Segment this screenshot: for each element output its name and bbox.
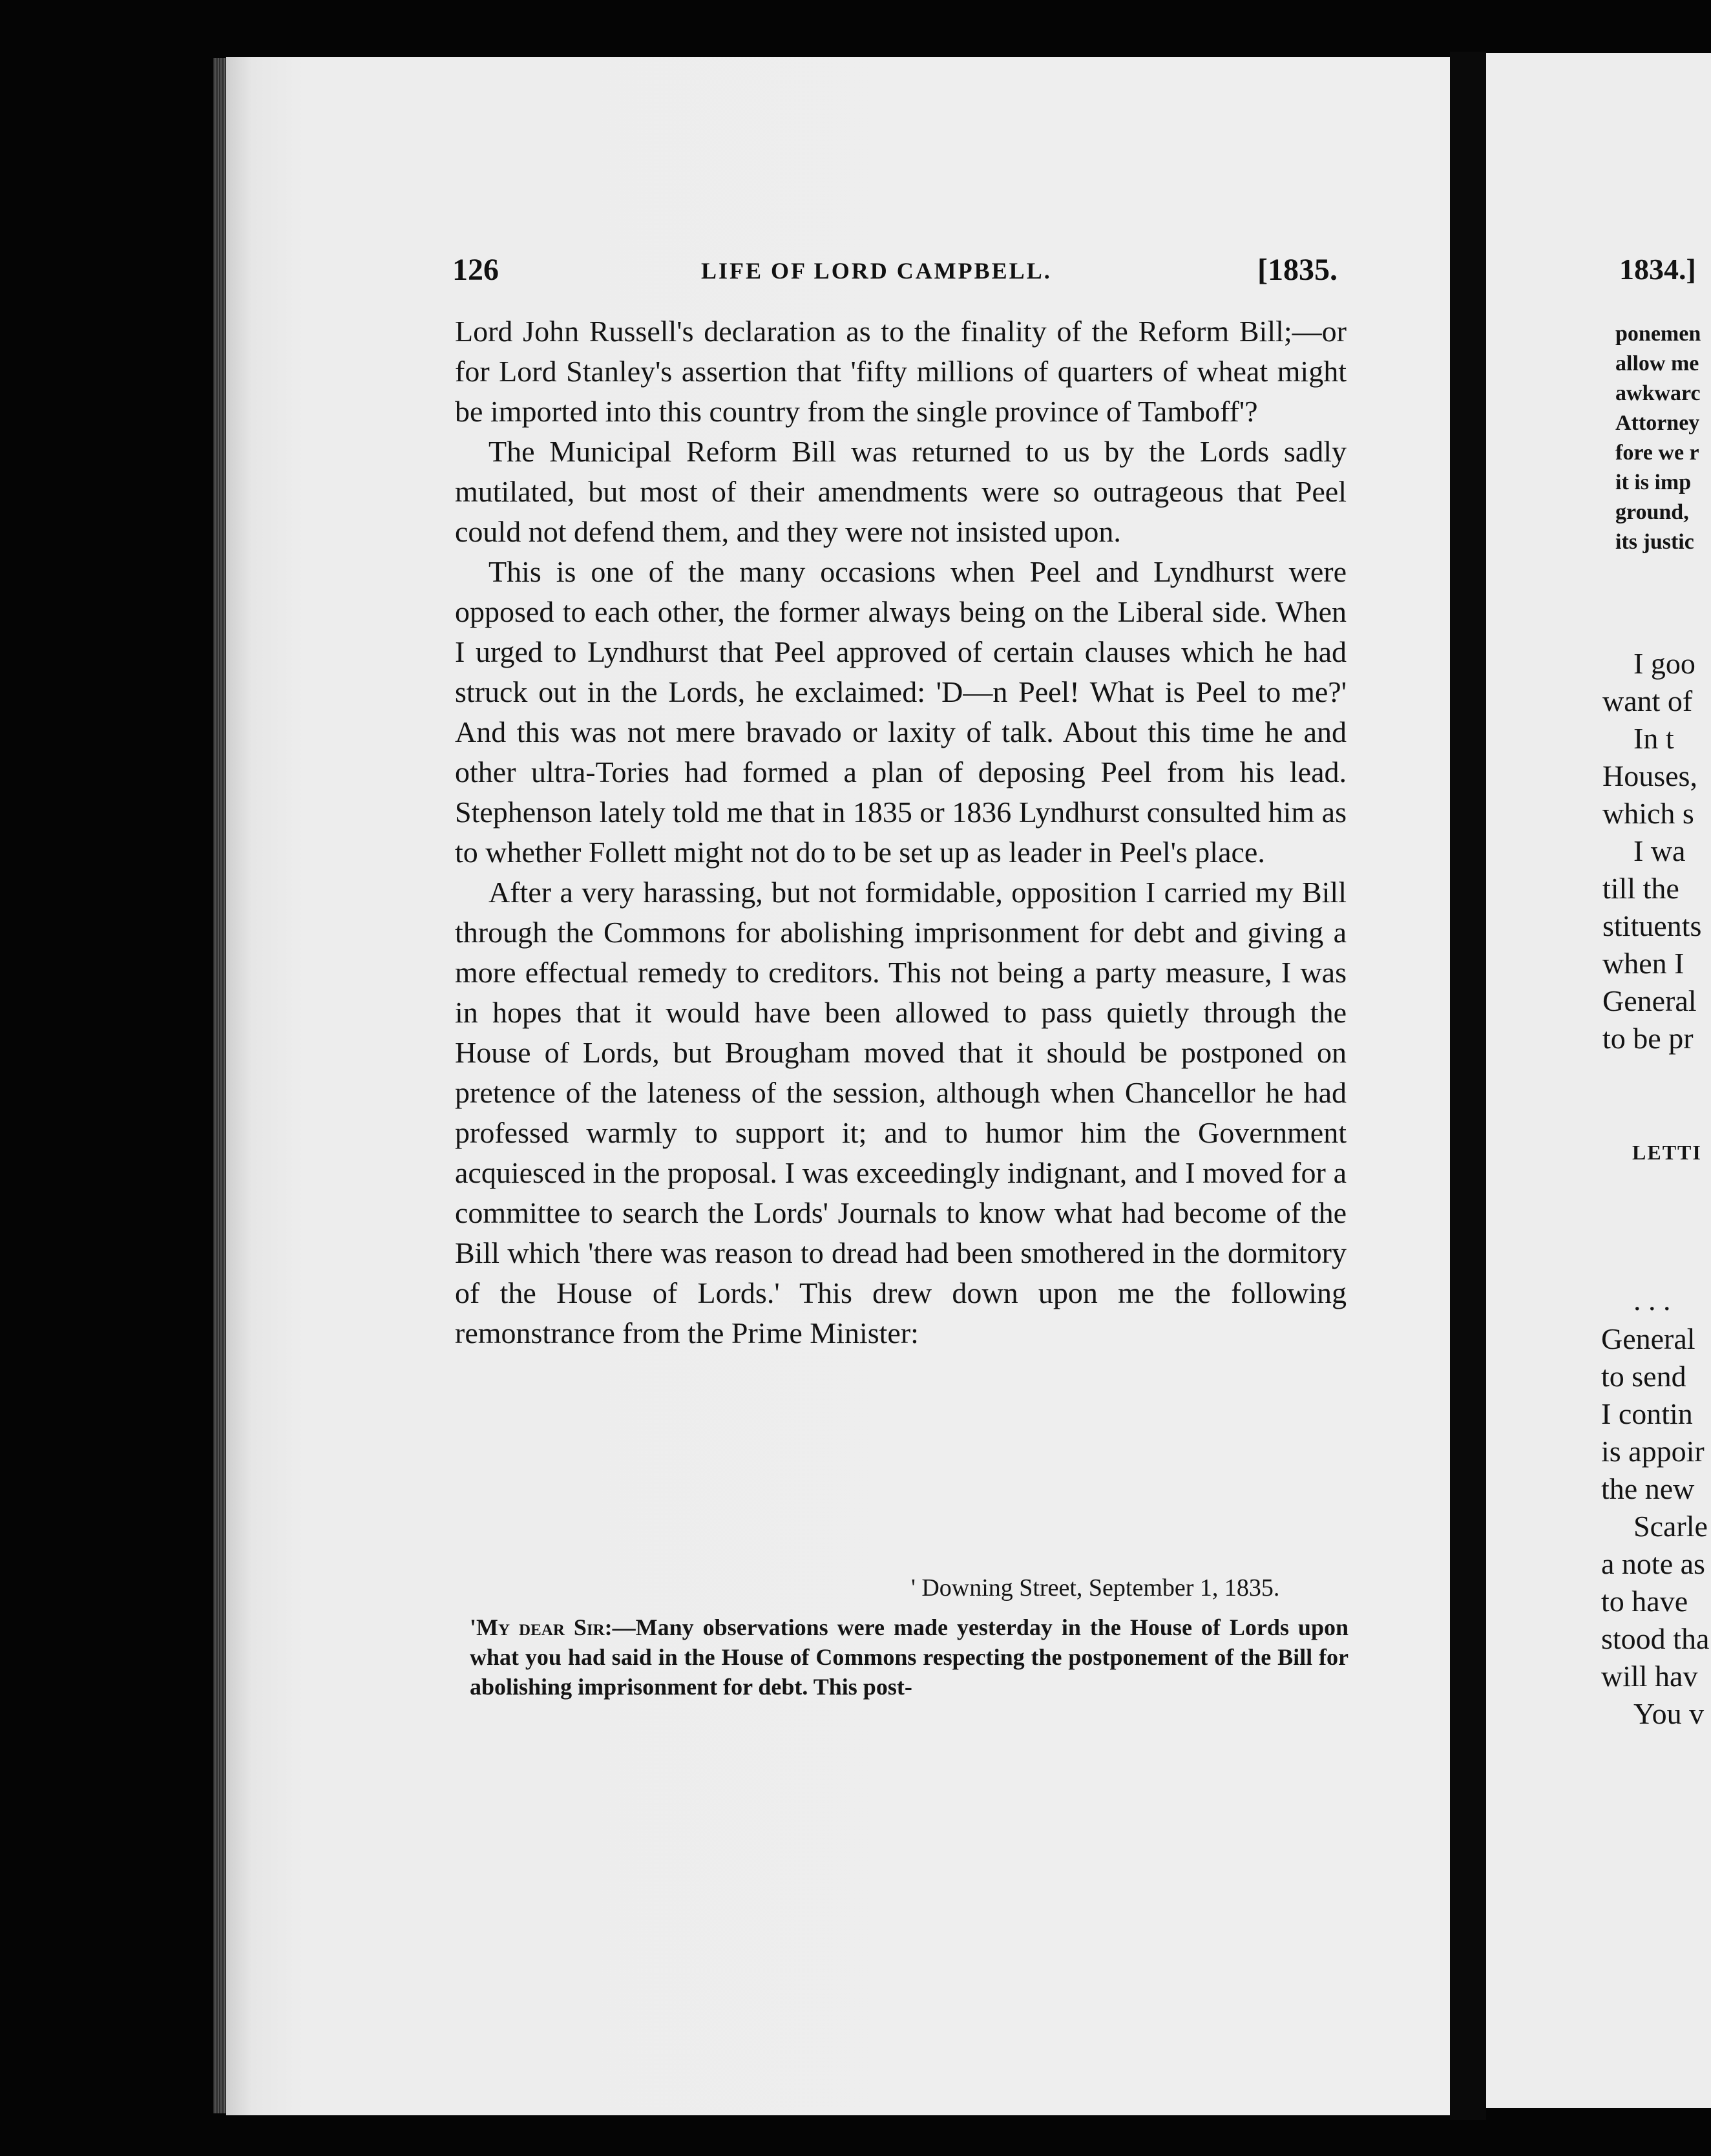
paragraph: The Municipal Reform Bill was returned to us by the Lords sadly mutilated, but most of their amendments were so outrageous that Peel could not defend them, and they were not insisted upon.: [455, 435, 1347, 548]
right-line: Attorney: [1615, 411, 1700, 435]
paragraph: This is one of the many occasions when Peel and Lyndhurst were opposed to each other, the former always being on the Liberal side. When I urged to Lyndhurst that Peel approved of certain clauses which he had struck out in the Lords, he exclaimed: 'D—n Peel! What is Peel to me?' And this was not mere bravado or laxity of talk. About this time he and other ultra-Tories had formed a plan of deposing Peel from his lead. Stephenson lately told me that in 1835 or 1836 Lyndhurst consulted him as to whether Follett might not do to be set up as leader in Peel's place.: [455, 555, 1347, 869]
right-line: Scarle: [1633, 1510, 1708, 1543]
right-line: stood tha: [1601, 1622, 1710, 1655]
paragraph: After a very harassing, but not formidable, opposition I carried my Bill through the Commons for abolishing imprisonment for debt and giving a more effectual remedy to creditors. This not being a party measure, I was in hopes that it would have been allowed to pass quietly through the House of Lords, but Brougham moved that it should be postponed on pretence of the lateness of the session, although when Chancellor he had professed warmly to support it; and to humor him the Government acquiesced in the proposal. I was exceedingly indignant, and I moved for a committee to search the Lords' Journals to know what had become of the Bill which 'there was reason to dread had been smothered in the dormitory of the House of Lords.' This drew down upon me the following remonstrance from the Prime Minister:: [455, 876, 1347, 1349]
paragraph: Lord John Russell's declaration as to the finality of the Reform Bill;—or for Lord Stanley's assertion that 'fifty millions of quarters of wheat might be imported into this country from the single province of Tamboff'?: [455, 315, 1347, 428]
right-line: fore we r: [1615, 441, 1699, 465]
page-number: 126: [452, 253, 499, 287]
right-line: General: [1601, 1322, 1695, 1355]
gutter-shadow: [1450, 52, 1486, 2120]
letter-salutation: 'My dear Sir:: [470, 1614, 613, 1640]
right-line: allow me: [1615, 352, 1699, 375]
letter-text: [470, 1612, 1349, 1702]
header-year: [1835.: [1257, 253, 1338, 287]
right-line: is appoir: [1601, 1435, 1705, 1468]
right-ellipsis: . . .: [1633, 1284, 1671, 1316]
right-line: I contin: [1601, 1397, 1693, 1430]
right-line: to have: [1601, 1585, 1688, 1618]
right-line: I wa: [1633, 834, 1686, 867]
right-line: ground,: [1615, 500, 1689, 524]
body-text: [455, 312, 1347, 1353]
right-line: when I: [1602, 947, 1685, 980]
letter-dateline: ' Downing Street, September 1, 1835.: [911, 1574, 1280, 1601]
right-line: which s: [1602, 797, 1694, 830]
right-line: In t: [1633, 722, 1674, 755]
right-line: awkwarc: [1615, 381, 1701, 405]
letter-body: —Many observations were made yesterday in the House of Lords upon what you had said in the House of Commons respecting the postponement of the Bill for abolishing imprisonment for debt. This post-: [470, 1614, 1349, 1700]
right-line: till the: [1602, 872, 1679, 905]
running-header: [452, 252, 1338, 291]
right-line: the new: [1601, 1472, 1695, 1505]
right-heading: LETTI: [1632, 1141, 1702, 1164]
right-line: want of: [1602, 684, 1693, 717]
right-line: Houses,: [1602, 759, 1697, 792]
running-title: LIFE OF LORD CAMPBELL.: [701, 258, 1052, 284]
right-line: to be pr: [1602, 1022, 1694, 1055]
right-line: a note as: [1601, 1547, 1705, 1580]
right-line: General: [1602, 984, 1697, 1017]
right-page-year: 1834.]: [1619, 253, 1696, 286]
right-line: stituents: [1602, 909, 1702, 942]
right-line: ponemen: [1615, 322, 1701, 346]
right-line: it is imp: [1615, 470, 1692, 494]
right-line: to send: [1601, 1360, 1686, 1393]
right-line: You v: [1633, 1697, 1705, 1730]
right-line: its justic: [1615, 530, 1694, 554]
right-line: will hav: [1601, 1660, 1698, 1693]
right-line: I goo: [1633, 647, 1695, 680]
